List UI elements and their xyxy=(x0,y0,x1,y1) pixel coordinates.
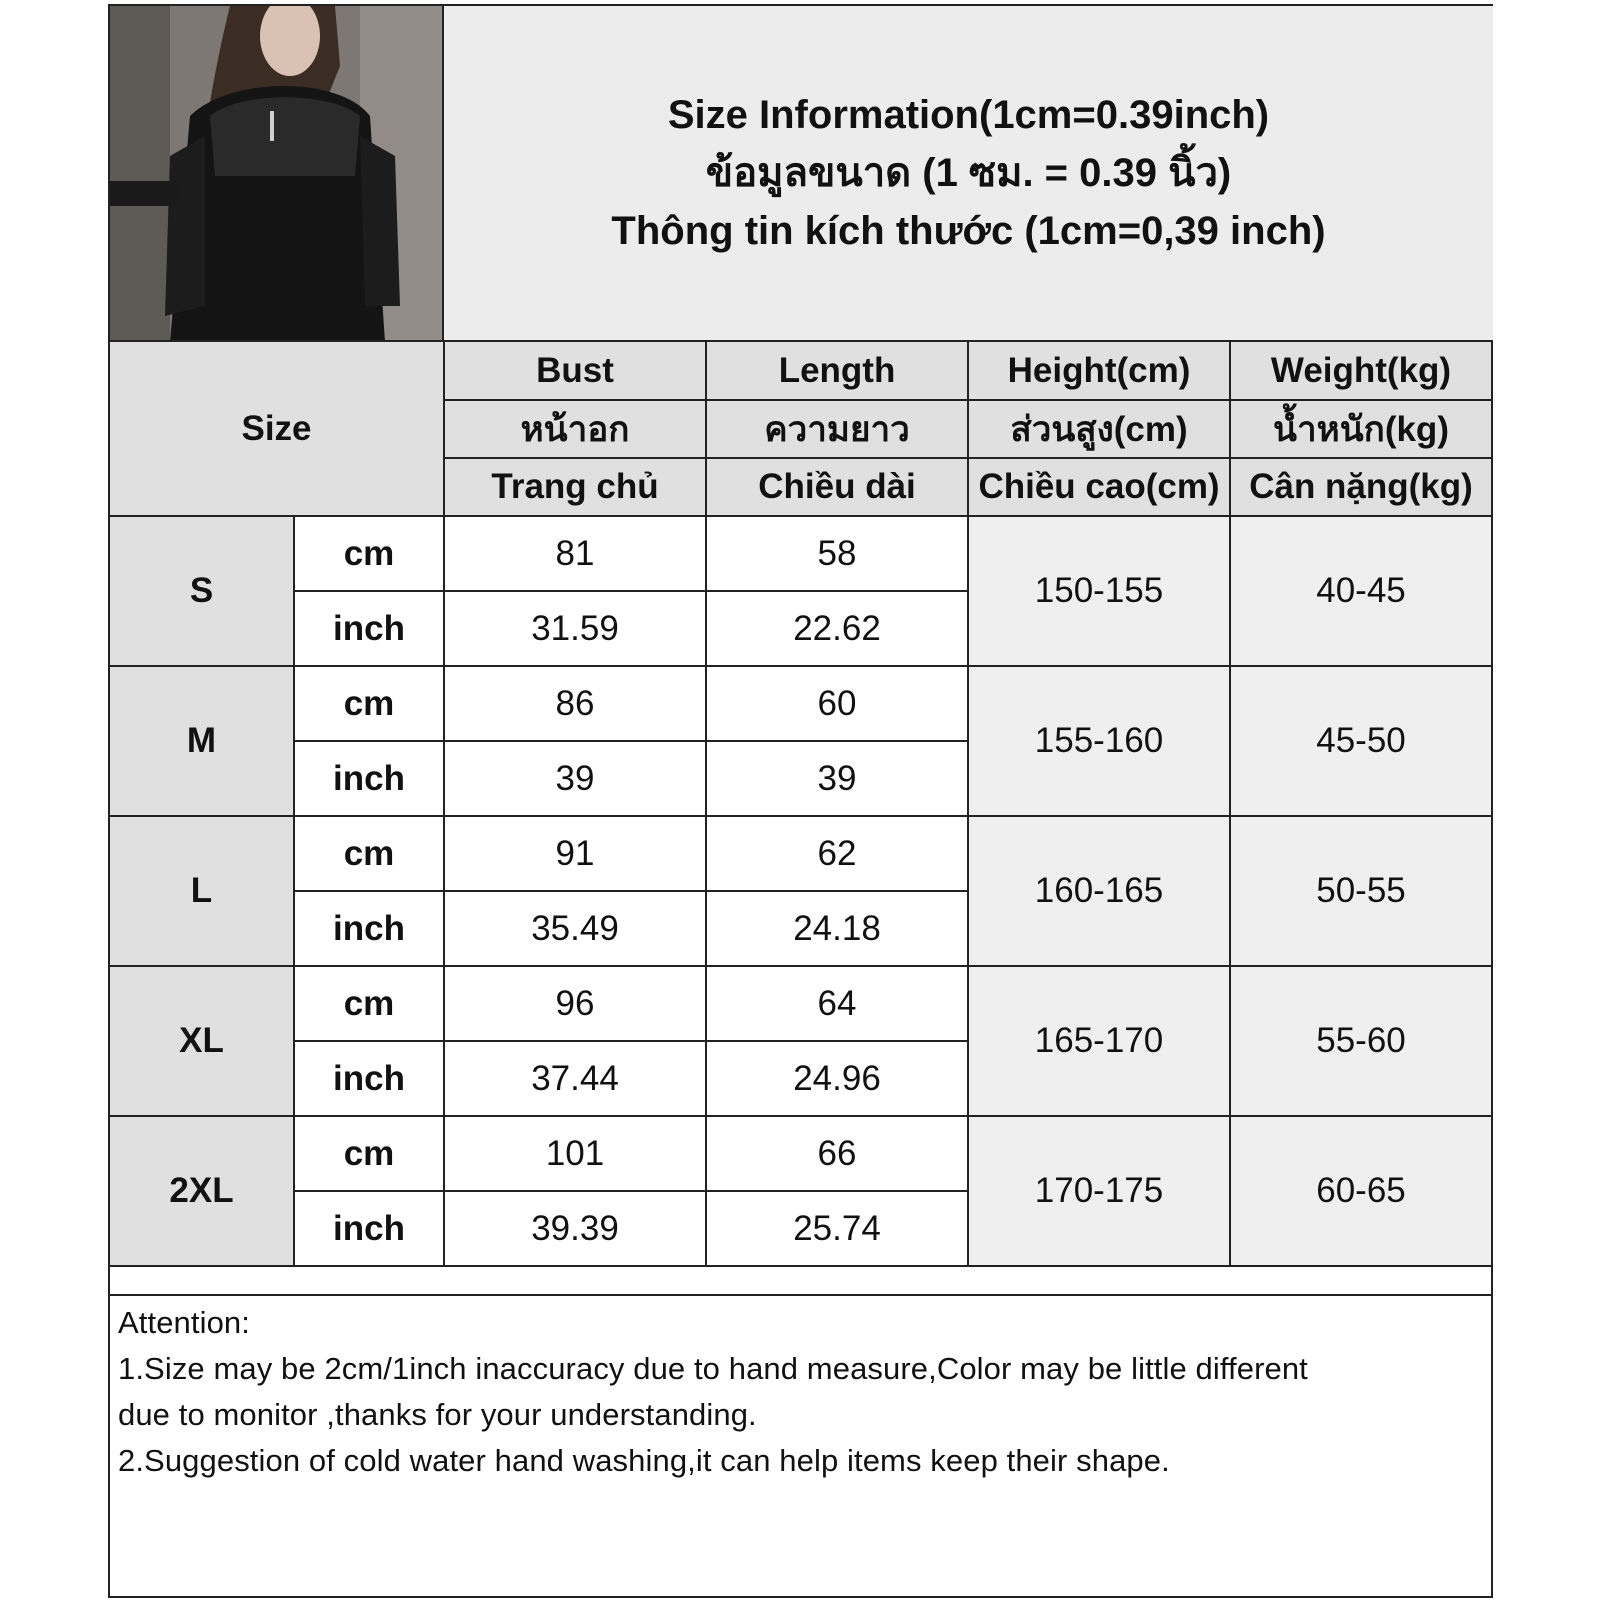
size-label: L xyxy=(110,816,294,966)
unit-cm: cm xyxy=(294,816,444,891)
weight-range: 45-50 xyxy=(1230,666,1491,816)
height-range: 160-165 xyxy=(968,816,1230,966)
unit-inch: inch xyxy=(294,1041,444,1116)
bust-cm: 86 xyxy=(444,666,706,741)
weight-range: 50-55 xyxy=(1230,816,1491,966)
unit-cm: cm xyxy=(294,1116,444,1191)
height-range: 155-160 xyxy=(968,666,1230,816)
bust-inch: 35.49 xyxy=(444,891,706,966)
size-header: Size xyxy=(110,342,444,516)
bust-inch: 31.59 xyxy=(444,591,706,666)
height-range: 165-170 xyxy=(968,966,1230,1116)
weight-range: 55-60 xyxy=(1230,966,1491,1116)
weight-range: 40-45 xyxy=(1230,516,1491,666)
size-label: S xyxy=(110,516,294,666)
length-inch: 22.62 xyxy=(706,591,968,666)
header-bust-th: หน้าอก xyxy=(444,400,706,458)
size-label: 2XL xyxy=(110,1116,294,1266)
length-cm: 58 xyxy=(706,516,968,591)
note-2: 2.Suggestion of cold water hand washing,it can help items keep their shape. xyxy=(118,1443,1170,1478)
size-label: XL xyxy=(110,966,294,1116)
header-bust-vi: Trang chủ xyxy=(444,458,706,516)
weight-range: 60-65 xyxy=(1230,1116,1491,1266)
unit-inch: inch xyxy=(294,741,444,816)
product-photo xyxy=(110,6,444,342)
length-inch: 24.18 xyxy=(706,891,968,966)
header-height-th: ส่วนสูง(cm) xyxy=(968,400,1230,458)
header-height-vi: Chiều cao(cm) xyxy=(968,458,1230,516)
bust-cm: 96 xyxy=(444,966,706,1041)
title-thai: ข้อมูลขนาด (1 ซม. = 0.39 นิ้ว) xyxy=(705,151,1232,195)
length-inch: 39 xyxy=(706,741,968,816)
bust-cm: 101 xyxy=(444,1116,706,1191)
bust-inch: 39 xyxy=(444,741,706,816)
title-box xyxy=(444,6,1493,342)
length-cm: 66 xyxy=(706,1116,968,1191)
length-cm: 64 xyxy=(706,966,968,1041)
unit-inch: inch xyxy=(294,591,444,666)
bust-inch: 39.39 xyxy=(444,1191,706,1266)
bust-cm: 91 xyxy=(444,816,706,891)
note-1a: 1.Size may be 2cm/1inch inaccuracy due to hand measure,Color may be little different xyxy=(118,1351,1308,1386)
unit-cm: cm xyxy=(294,516,444,591)
header-length-vi: Chiều dài xyxy=(706,458,968,516)
header-weight-vi: Cân nặng(kg) xyxy=(1230,458,1491,516)
bust-cm: 81 xyxy=(444,516,706,591)
unit-cm: cm xyxy=(294,966,444,1041)
title-vietnamese: Thông tin kích thước (1cm=0,39 inch) xyxy=(611,209,1326,253)
size-chart xyxy=(108,4,1493,1598)
height-range: 150-155 xyxy=(968,516,1230,666)
size-table xyxy=(110,342,1491,1267)
header-height-en: Height(cm) xyxy=(968,342,1230,400)
header-length-en: Length xyxy=(706,342,968,400)
notes-heading: Attention: xyxy=(118,1305,250,1340)
unit-inch: inch xyxy=(294,1191,444,1266)
header-bust-en: Bust xyxy=(444,342,706,400)
unit-cm: cm xyxy=(294,666,444,741)
note-1b: due to monitor ,thanks for your understanding. xyxy=(118,1397,757,1432)
unit-inch: inch xyxy=(294,891,444,966)
header-length-th: ความยาว xyxy=(706,400,968,458)
header-weight-th: น้ำหนัก(kg) xyxy=(1230,400,1491,458)
title-english: Size Information(1cm=0.39inch) xyxy=(667,93,1270,137)
size-label: M xyxy=(110,666,294,816)
length-inch: 25.74 xyxy=(706,1191,968,1266)
height-range: 170-175 xyxy=(968,1116,1230,1266)
length-cm: 62 xyxy=(706,816,968,891)
attention-notes xyxy=(110,1294,1491,1596)
model-photo-image xyxy=(110,6,444,342)
length-cm: 60 xyxy=(706,666,968,741)
length-inch: 24.96 xyxy=(706,1041,968,1116)
header-weight-en: Weight(kg) xyxy=(1230,342,1491,400)
bust-inch: 37.44 xyxy=(444,1041,706,1116)
